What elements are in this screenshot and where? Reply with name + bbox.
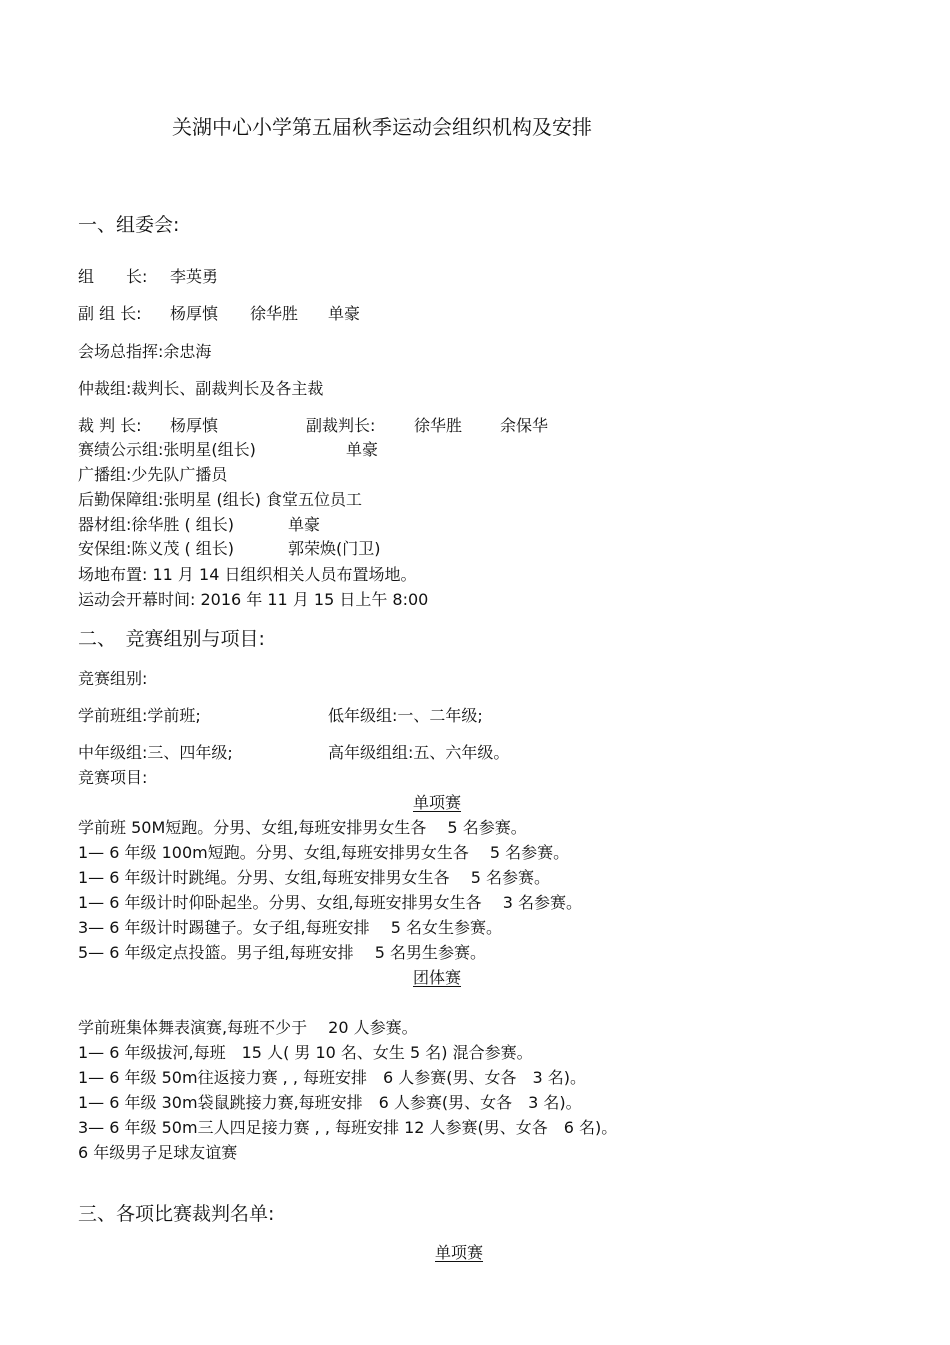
individual-events-title: 单项赛: [413, 793, 462, 812]
individual-event: 学前班 50M短跑。分男、女组,每班安排男女生各 5 名参赛。: [78, 818, 527, 837]
individual-event: 1— 6 年级计时跳绳。分男、女组,每班安排男女生各 5 名参赛。: [78, 868, 550, 887]
group-lower: 低年级组:一、二年级;: [328, 706, 483, 725]
leader-label: 组 长:: [78, 267, 148, 286]
deputy-name-1: 杨厚慎: [170, 304, 219, 323]
leader-name: 李英勇: [170, 267, 219, 286]
venue-line: 场地布置: 11 月 14 日组织相关人员布置场地。: [78, 565, 417, 584]
groups-label: 竞赛组别:: [78, 669, 148, 688]
team-event: 学前班集体舞表演赛,每班不少于 20 人参赛。: [78, 1018, 418, 1037]
vice-referee-name-2: 余保华: [500, 416, 549, 435]
referee-individual-title: 单项赛: [435, 1243, 484, 1262]
group-preschool: 学前班组:学前班;: [78, 706, 201, 725]
group-upper: 高年级组组:五、六年级。: [328, 743, 510, 762]
individual-event: 3— 6 年级计时踢毽子。女子组,每班安排 5 名女生参赛。: [78, 918, 502, 937]
team-event: 6 年级男子足球友谊赛: [78, 1143, 238, 1162]
results-group-line: 赛绩公示组:张明星(组长): [78, 440, 256, 459]
results-member: 单豪: [346, 440, 379, 459]
team-event: 3— 6 年级 50m三人四足接力赛 , , 每班安排 12 人参赛(男、女各 6 名)。: [78, 1118, 618, 1137]
equipment-member: 单豪: [288, 515, 321, 534]
deputy-name-3: 单豪: [328, 304, 361, 323]
section-1-heading: 一、组委会:: [78, 214, 180, 236]
vice-referee-label: 副裁判长:: [306, 416, 376, 435]
security-line: 安保组:陈义茂 ( 组长): [78, 539, 235, 558]
page-title: 关湖中心小学第五届秋季运动会组织机构及安排: [172, 115, 592, 139]
equipment-line: 器材组:徐华胜 ( 组长): [78, 515, 235, 534]
section-3-heading: 三、各项比赛裁判名单:: [78, 1203, 275, 1225]
team-events-title: 团体赛: [413, 968, 462, 987]
individual-event: 1— 6 年级计时仰卧起坐。分男、女组,每班安排男女生各 3 名参赛。: [78, 893, 582, 912]
broadcast-line: 广播组:少先队广播员: [78, 465, 228, 484]
deputy-name-2: 徐华胜: [250, 304, 299, 323]
section-2-heading: 二、 竞赛组别与项目:: [78, 628, 265, 650]
logistics-line: 后勤保障组:张明星 (组长) 食堂五位员工: [78, 490, 363, 509]
commander-line: 会场总指挥:余忠海: [78, 342, 212, 361]
events-label: 竞赛项目:: [78, 768, 148, 787]
referee-name: 杨厚慎: [170, 416, 219, 435]
vice-referee-name-1: 徐华胜: [414, 416, 463, 435]
team-event: 1— 6 年级 50m往返接力赛 , , 每班安排 6 人参赛(男、女各 3 名)。: [78, 1068, 587, 1087]
team-event: 1— 6 年级 30m袋鼠跳接力赛,每班安排 6 人参赛(男、女各 3 名)。: [78, 1093, 582, 1112]
security-member: 郭荣焕(门卫): [288, 539, 381, 558]
group-middle: 中年级组:三、四年级;: [78, 743, 233, 762]
team-event: 1— 6 年级拔河,每班 15 人( 男 10 名、女生 5 名) 混合参赛。: [78, 1043, 533, 1062]
opening-line: 运动会开幕时间: 2016 年 11 月 15 日上午 8:00: [78, 590, 429, 609]
individual-event: 1— 6 年级 100m短跑。分男、女组,每班安排男女生各 5 名参赛。: [78, 843, 570, 862]
deputy-label: 副 组 长:: [78, 304, 142, 323]
referee-label: 裁 判 长:: [78, 416, 142, 435]
arbitration-line: 仲裁组:裁判长、副裁判长及各主裁: [78, 379, 324, 398]
individual-event: 5— 6 年级定点投篮。男子组,每班安排 5 名男生参赛。: [78, 943, 486, 962]
